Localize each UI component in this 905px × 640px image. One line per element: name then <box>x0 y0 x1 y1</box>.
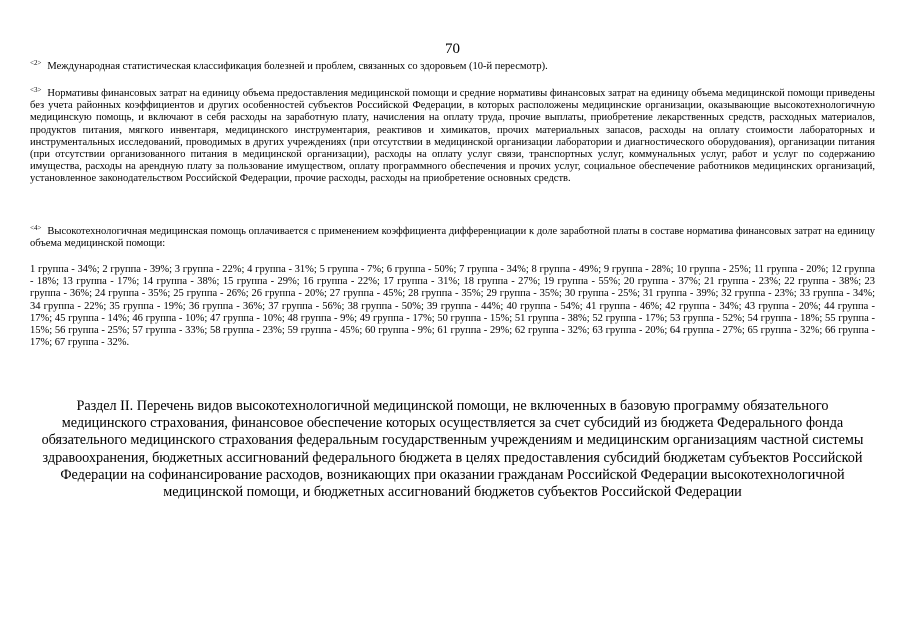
footnote-text: Международная статистическая классификация болезней и проблем, связанных со здоровьем (10-й пересмотр). <box>47 61 548 72</box>
footnote-marker: <2> <box>30 58 42 67</box>
footnote-marker: <4> <box>30 223 42 232</box>
footnote-2 <box>30 58 875 73</box>
footnote-3 <box>30 85 875 186</box>
group-coefficients-list: 1 группа - 34%; 2 группа - 39%; 3 группа - 22%; 4 группа - 31%; 5 группа - 7%; 6 группа - 50%; 7 группа - 34%; 8 группа - 49%; 9 группа - 28%; 10 группа - 25%; 11 группа - 20%; 12 группа - 18%; 13 группа - 17%; 14 группа - 38%; 15 группа - 29%; 16 группа - 22%; 17 группа - 31%; 18 группа - 27%; 19 группа - 55%; 20 группа - 37%; 21 группа - 23%; 22 группа - 38%; 23 группа - 36%; 24 группа - 35%; 25 группа - 26%; 26 группа - 20%; 27 группа - 45%; 28 группа - 35%; 29 группа - 35%; 30 группа - 25%; 31 группа - 39%; 32 группа - 23%; 33 группа - 34%; 34 группа - 22%; 35 группа - 19%; 36 группа - 36%; 37 группа - 56%; 38 группа - 50%; 39 группа - 44%; 40 группа - 54%; 41 группа - 46%; 42 группа - 34%; 43 группа - 20%; 44 группа - 17%; 45 группа - 14%; 46 группа - 10%; 47 группа - 10%; 48 группа - 9%; 49 группа - 17%; 50 группа - 15%; 51 группа - 38%; 52 группа - 17%; 53 группа - 52%; 54 группа - 18%; 55 группа - 15%; 56 группа - 25%; 57 группа - 33%; 58 группа - 23%; 59 группа - 45%; 60 группа - 9%; 61 группа - 29%; 62 группа - 32%; 63 группа - 20%; 64 группа - 27%; 65 группа - 32%; 66 группа - 17%; 67 группа - 32%. <box>30 264 875 349</box>
footnote-4 <box>30 223 875 250</box>
page-number: 70 <box>445 41 460 57</box>
footnote-text: Нормативы финансовых затрат на единицу объема предоставления медицинской помощи и средние нормативы финансовых затрат на единицу объема медицинской помощи приведены без учета районных коэффициентов и других особенностей субъектов Российской Федерации, в которых расположены медицинские организации, оказывающие высокотехнологичную медицинскую помощь, и включают в себя расходы на заработную плату, начисления на оплату труда, прочие выплаты, приобретение лекарственных средств, расходных материалов, продуктов питания, мягкого инвентаря, медицинского инструментария, реактивов и химикатов, прочих материальных запасов, расходы на оплату стоимости лабораторных и инструментальных исследований, проводимых в других учреждениях (при отсутствии в медицинской организации лаборатории и диагностического оборудования), организации питания (при отсутствии организованного питания в медицинской организации), расходы на оплату услуг связи, транспортных услуг, коммунальных услуг, работ и услуг по содержанию имущества, расходы на арендную плату за пользование имуществом, оплату программного обеспечения и прочих услуг, социальное обеспечение работников медицинских организаций, установленное законодательством Российской Федерации, прочие расходы, расходы на приобретение основных средств. <box>30 88 875 185</box>
footnote-marker: <3> <box>30 85 42 94</box>
section-title: Раздел II. Перечень видов высокотехнологичной медицинской помощи, не включенных в базовую программу обязательного медицинского страхования, финансовое обеспечение которых осуществляется за счет субсидий из бюджета Федерального фонда обязательного медицинского страхования федеральным государственным учреждениям и медицинским организациям частной системы здравоохранения, бюджетных ассигнований федерального бюджета в целях предоставления субсидий бюджетам субъектов Российской Федерации на софинансирование расходов, возникающих при оказании гражданам Российской Федерации высокотехнологичной медицинской помощи, и бюджетных ассигнований бюджетов субъектов Российской Федерации <box>41 398 864 501</box>
footnote-text: Высокотехнологичная медицинская помощь оплачивается с применением коэффициента дифференциации к доле заработной платы в составе норматива финансовых затрат на единицу объема медицинской помощи: <box>30 226 875 250</box>
